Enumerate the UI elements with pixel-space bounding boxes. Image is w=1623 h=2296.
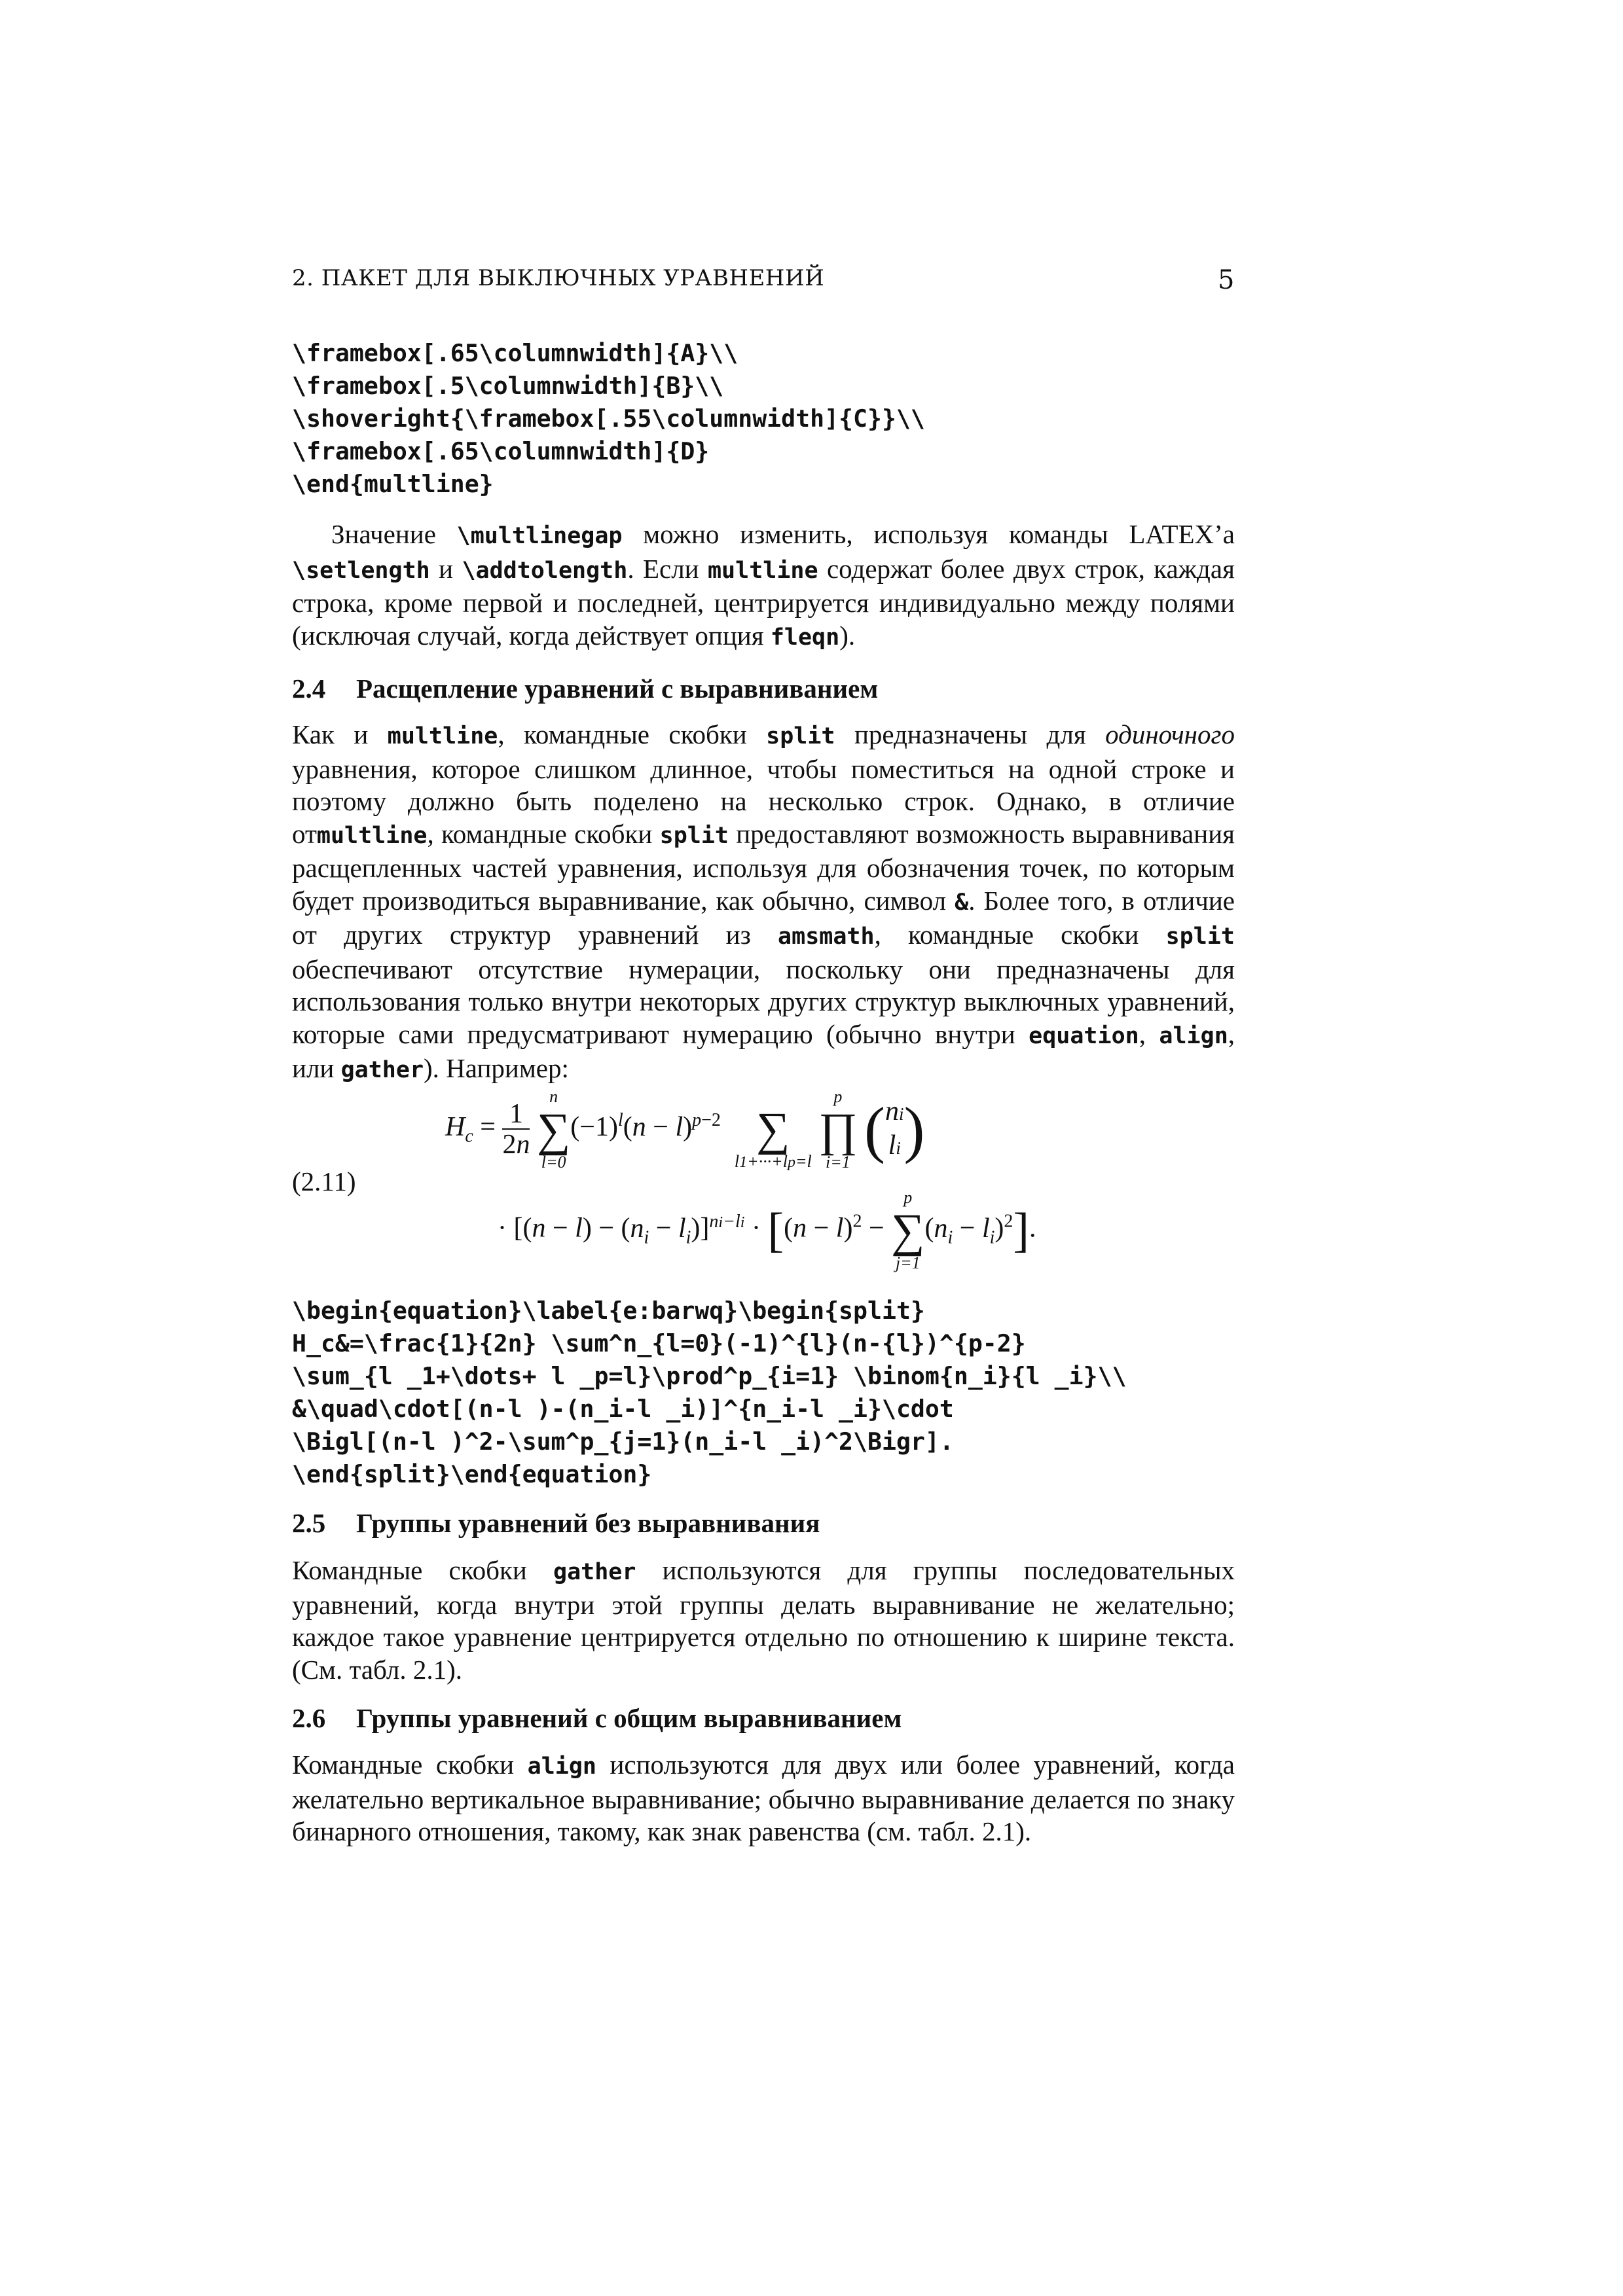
code-block-multline: \framebox[.65\columnwidth]{A}\\ \framebox[.5\columnwidth]{B}\\ \shoveright{\framebox[.55\columnwidth]{C}}\\ \framebox[.65\columnwidth]{D} \end{multline} (292, 339, 925, 498)
equation-line-2: · $[(n - l) - (n_i - l_i)]^{ni-li} \cdot [(n - l)^2$ − p ∑ j=1 $(n_i - l_i)^2$]. (498, 1188, 1036, 1272)
section-heading-2-4: 2.4 Расщепление уравнений с выравниванием (292, 673, 879, 704)
running-header (292, 265, 1235, 295)
paragraph-align: Командные скобки align используются для двух или более уравнений, когда желательно вертикальное выравнивание; обычно выравнивание делается по знаку бинарного отношения, такому, как знак равенства (см. табл. 2.1). (292, 1749, 1235, 1846)
equation-line-1: $H_c$ = $\frac{1}{2n}$ n ∑ l=0 $(-1)^l(n - l)^{p-2}$ ∑ l1+···+lp=l p ∏ i=1 (ni li) (445, 1086, 925, 1172)
equation-number: (2.11) (292, 1166, 356, 1196)
section-heading-2-6: 2.6 Группы уравнений с общим выравниванием (292, 1703, 902, 1733)
page-number: 5 (1218, 265, 1235, 295)
code-block-split: \begin{equation}\label{e:barwq}\begin{split} H_c&=\frac{1}{2n} \sum^n_{l=0}(-1)^{l}(n-{l})^{p-2} \sum_{l _1+\dots+ l _p=l}\prod^p_{i=1} \binom{n_i}{l _i}\\ &\quad\cdot[(n-l )-(n_i-l _i)]^{n_i-l _i}\cdot \Bigl[(n-l )^2-\sum^p_{j=1}(n_i-l _i)^2\Bigr]. \end{split}\end{equation} (292, 1297, 1127, 1488)
section-heading-2-5: 2.5 Группы уравнений без выравнивания (292, 1508, 820, 1538)
paragraph-split: Как и multline, командные скобки split предназначены для одиночного уравнения, которое слишком длинное, чтобы поместиться на одной строке и поэтому должно быть поделено на несколько строк. Однако, в отличие отmultline, командные скобки split предоставляют возможность выравнивания расщепленных частей уравнения, используя для обозначения точек, по которым будет производиться выравнивание, как обычно, символ &. Более того, в отличие от других структур уравнений из amsmath, командные скобки split обеспечивают отсутствие нумерации, поскольку они предназначены для использования только внутри некоторых других структур выключных уравнений, которые сами предусматривают нумерацию (обычно внутри equation, align, или gather). Например: (292, 719, 1235, 1083)
paragraph-multlinegap: Значение \multlinegap можно изменить, используя команды LATEX’а \setlength и \addtolength. Если multline содержат более двух строк, каждая строка, кроме первой и последней, центрируется индивидуально между полями (исключая случай, когда действует опция fleqn). (292, 519, 1235, 651)
paragraph-gather: Командные скобки gather используются для группы последовательных уравнений, когда внутри этой группы делать выравнивание не желательно; каждое такое уравнение центрируется отдельно по отношению к ширине текста. (См. табл. 2.1). (292, 1555, 1235, 1685)
running-title: 2. ПАКЕТ ДЛЯ ВЫКЛЮЧНЫХ УРАВНЕНИЙ (292, 265, 825, 291)
